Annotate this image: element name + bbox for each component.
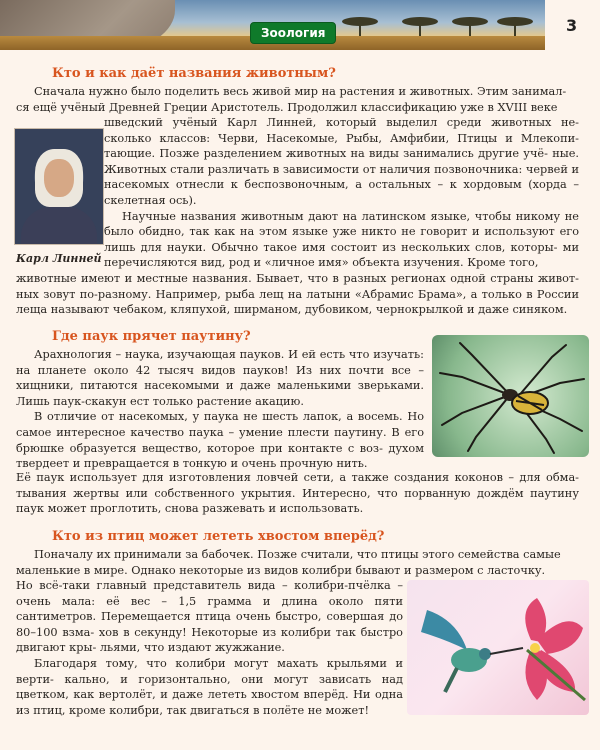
section-text: [16, 470, 579, 517]
paragraph: В отличие от насекомых, у паука не шесть лапок, а восемь. Но самое интересное качество паука – умение плести паутину. В его брюшке образуется вещество, которое при контакте с воз- духом твердеет и превращается в тонкую и очень прочную нить.: [16, 410, 424, 471]
spider-image: [432, 335, 589, 457]
text-line: Поначалу их принимали за бабочек. Позже считали, что птицы этого семейства самые: [34, 548, 561, 561]
paragraph: Но всё-таки главный представитель вида – колибри-пчёлка – очень мала: её вес – 1,5 грамма и длина около пяти сантиметров. Перемещается птица очень быстро, совершая до 80–100 взма- хов в секунду! Некоторые из колибри так быстро двигают кры- льями, что издают жужжание.: [16, 579, 403, 655]
section-text: [16, 347, 424, 472]
paragraph: Научные названия животным дают на латинском языке, чтобы никому не было обидно, так как на этом языке уже никто не говорит и используют его лишь для науки. Обычно такое имя состоит из нескольких слов, которы- ми перечисляются вид, род и «личное имя» объекта изучения. Кроме того,: [104, 209, 579, 270]
text-line: Сначала нужно было поделить весь живой мир на растения и животных. Этим занимал-: [34, 85, 567, 98]
section-text: [16, 84, 579, 115]
section-text: [16, 547, 579, 578]
paragraph: Её паук использует для изготовления ловчей сети, а также создания коконов – для обма- тывания жертвы или собственного укрытия. Интересно, что порванную дождём паутину паук может проглотить, снова разжевать и использовать.: [16, 471, 579, 516]
spider-icon: [432, 335, 589, 457]
section-text: [104, 115, 579, 271]
section-heading: Кто и как даёт названия животным?: [52, 66, 336, 81]
hummingbird-image: [407, 580, 589, 715]
section-tag: Зоология: [250, 22, 336, 44]
text-line: маленькие в мире. Однако некоторые из видов колибри бывают и размером с ласточку.: [16, 563, 546, 577]
text-line: ся ещё учёный Древней Греции Аристотель. Продолжил классификацию уже в XVIII веке: [16, 100, 558, 114]
section-text: [16, 578, 403, 718]
paragraph: Арахнология – наука, изучающая пауков. И ей есть что изучать: на планете около 42 тысяч видов пауков! Из них почти все – хищники, питаются насекомыми и даже маленькими зверьками. Лишь паук-скакун ест только растение акацию.: [16, 348, 424, 408]
section-text: [16, 271, 579, 318]
portrait-image: [14, 128, 104, 245]
portrait-caption: Карл Линней: [16, 252, 102, 265]
paragraph: Благодаря тому, что колибри могут махать крыльями и верти- кально, и горизонтально, они могут зависать над цветком, как вертолёт, и даже лететь хвостом вперёд. Ни одна из птиц, кроме колибри, так двигаться в полёте не может!: [16, 656, 403, 717]
paragraph: животные имеют и местные названия. Бывает, что в разных регионах одной страны живот- ных зовут по-разному. Например, рыба лещ на латыни «Абрамис Брама», а только в России леща называют чебаком, кляпухой, ширманом, дубовиком, чернокрылкой и даже синяком.: [16, 272, 579, 317]
section-heading: Где паук прячет паутину?: [52, 329, 251, 344]
page-number: 3: [566, 16, 578, 35]
paragraph: шведский учёный Карл Линней, который выделил среди животных не- сколько классов: Черви, Насекомые, Рыбы, Амфибии, Птицы и Млекопи- тающие. Позже разделением животных на виды занимались другие учё- ные. Животных стали различать в зависимости от наличия позвоночника: червей и насекомых отнесли к беспозвоночным, а остальных – к хордовым (хорда – скелетная ось).: [104, 116, 579, 207]
hummingbird-icon: [407, 580, 589, 715]
section-heading: Кто из птиц может лететь хвостом вперёд?: [52, 529, 385, 544]
